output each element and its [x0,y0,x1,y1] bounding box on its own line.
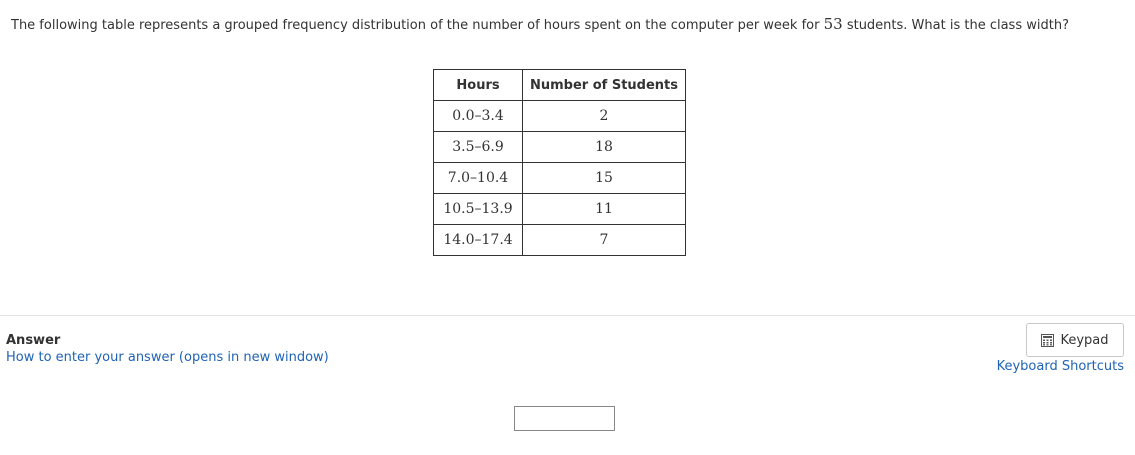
cell-count: 7 [523,225,686,256]
keypad-button[interactable] [1026,323,1124,357]
answer-label: Answer [6,333,61,348]
cell-hours: 10.5–13.9 [434,194,523,225]
cell-hours: 0.0–3.4 [434,101,523,132]
cell-count: 2 [523,101,686,132]
section-divider [0,315,1135,316]
cell-hours: 3.5–6.9 [434,132,523,163]
question-text [11,15,1069,33]
question-text-before: The following table represents a grouped frequency distribution of the number of hours spent on the computer per week for [11,18,824,33]
answer-help-link[interactable]: How to enter your answer (opens in new window) [6,350,329,365]
table-row [434,101,686,132]
question-text-after: students. What is the class width? [842,18,1069,33]
table-row [434,194,686,225]
table-row [434,225,686,256]
student-count: 53 [823,15,843,33]
cell-hours: 7.0–10.4 [434,163,523,194]
header-hours: Hours [434,70,523,101]
cell-count: 11 [523,194,686,225]
cell-hours: 14.0–17.4 [434,225,523,256]
table-row [434,163,686,194]
cell-count: 15 [523,163,686,194]
keypad-icon [1041,334,1054,347]
header-number-of-students: Number of Students [523,70,686,101]
keypad-label: Keypad [1060,332,1109,348]
table-row [434,132,686,163]
keyboard-shortcuts-link[interactable]: Keyboard Shortcuts [996,359,1124,374]
answer-input[interactable] [514,406,615,431]
table-header-row [434,70,686,101]
frequency-table [433,69,686,256]
cell-count: 18 [523,132,686,163]
